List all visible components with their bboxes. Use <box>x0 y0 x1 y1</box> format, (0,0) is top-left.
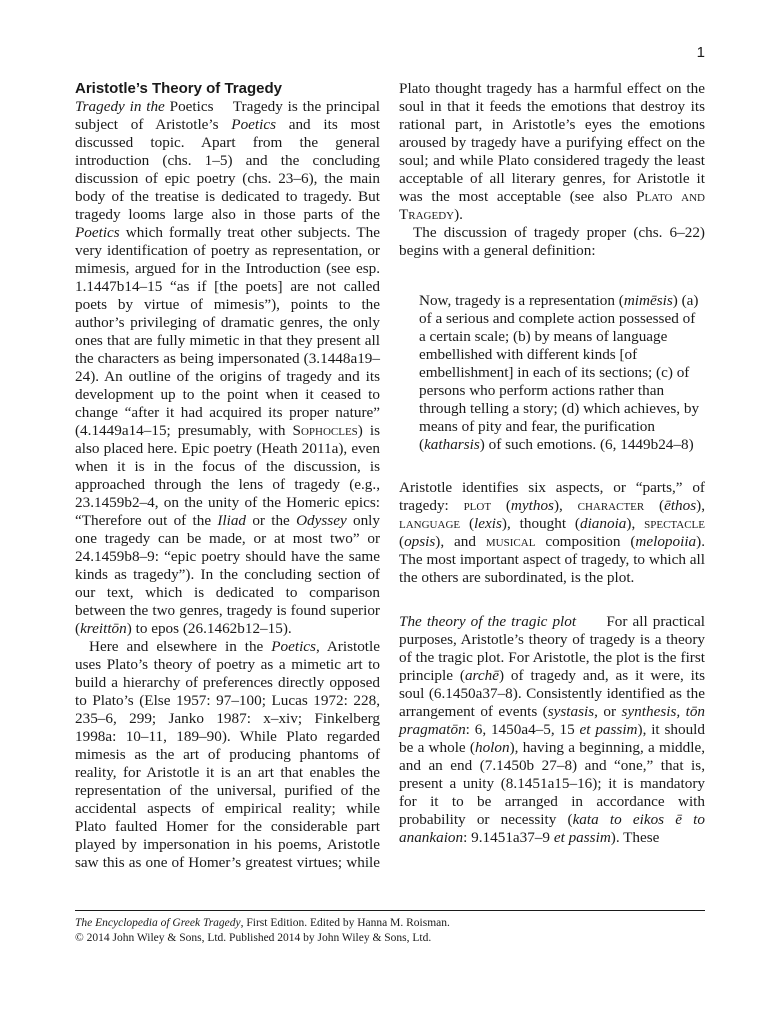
definition-quote: Now, tragedy is a representation (mimēsis) (a) of a serious and complete action possessed of a certain scale; (b) by means of language embellished with different kinds [of embellishment] in each of its sections; (c) of persons who perform actions rather than through telling a story; (d) which achieves, by means of pity and fear, the purification (katharsis) of such emotions. (6, 1449b24–8) <box>419 292 700 453</box>
left-column <box>75 80 380 872</box>
section-heading-tragic-plot: The theory of the tragic plot <box>399 613 577 630</box>
cross-reference-character[interactable]: character <box>577 497 645 514</box>
footer <box>75 916 705 946</box>
paragraph-plato-continued: Plato thought tragedy has a harmful effect on the soul in that it feeds the emotions that destroy its rational part, in Aristotle’s eyes the emotions aroused by tragedy have a purifying effect on the soul; and while Plato considered tragedy the least acceptable of all literary genres, for Aristotle it was the most acceptable (see also Plato and Tragedy). <box>399 80 705 223</box>
section-heading-tragedy-in-poetics: Tragedy in the Poetics <box>75 98 214 115</box>
paragraph-tragic-plot: The theory of the tragic plot For all practical purposes, Aristotle’s theory of tragedy is a theory of the tragic plot. For Aristotle, the plot is the first principle (archē) of tragedy and, as it were, its soul (6.1450a37–8). Consistently identified as the arrangement of events (systasis, or synthesis, tōn pragmatōn: 6, 1450a4–5, 15 et passim), it should be a whole (holon), having a beginning, a middle, and an end (7.1450b 27–8) and “one,” that is, present a unity (8.1451a15–16); it is mandatory for it to be arranged in accordance with probability or necessity (kata to eikos ē to anankaion: 9.1451a37–9 et passim). These <box>399 613 706 846</box>
page-number: 1 <box>696 44 705 61</box>
paragraph-definition-intro: The discussion of tragedy proper (chs. 6–22) begins with a general definition: <box>399 224 705 259</box>
footer-citation: The Encyclopedia of Greek Tragedy, First Edition. Edited by Hanna M. Roisman. <box>75 917 450 929</box>
cross-reference-musical[interactable]: musical <box>485 533 536 550</box>
paragraph-plato: Here and elsewhere in the Poetics, Aristotle uses Plato’s theory of poetry as a mimetic art to build a hierarchy of preferences directly opposed to Plato’s (Else 1957: 97–100; Lucas 1972: 228, 235–6, 299; Janko 1987: x–xiv; Finkelberg 1998a: 10–11, 189–90). While Plato regarded mimesis as the art of producing phantoms of reality, for Aristotle it is an art that enables the representation of the universal, purified of the accidental aspects of empirical reality; while Plato faulted Homer for the considerable part played by impersonation in his poems, Aristotle saw this as one of Homer’s greatest virtues; while <box>75 638 380 871</box>
right-column <box>399 80 705 847</box>
paragraph-six-parts: Aristotle identifies six aspects, or “parts,” of tragedy: plot (mythos), character (ēthos), language (lexis), thought (dianoia), spectacle (opsis), and musical composition (melopoiia). The most important aspect of tragedy, to which all the others are subordinated, is the plot. <box>399 479 706 586</box>
footer-copyright: © 2014 John Wiley & Sons, Ltd. Published 2014 by John Wiley & Sons, Ltd. <box>75 932 432 944</box>
footer-divider <box>75 910 705 911</box>
cross-reference-language[interactable]: language <box>399 515 461 532</box>
cross-reference-plato-and-tragedy[interactable]: Plato and Tragedy <box>399 188 705 223</box>
cross-reference-spectacle[interactable]: spectacle <box>644 515 705 532</box>
cross-reference-plot[interactable]: plot <box>463 497 492 514</box>
cross-reference-sophocles[interactable]: Sophocles <box>292 422 358 439</box>
article-title: Aristotle’s Theory of Tragedy <box>75 80 282 97</box>
paragraph-intro: Tragedy in the Poetics Tragedy is the principal subject of Aristotle’s Poetics and its most discussed topic. Apart from the general introduction (chs. 1–5) and the concluding discussion of epic poetry (chs. 23–6), the main body of the treatise is dedicated to tragedy. But tragedy looms large also in those parts of the Poetics which formally treat other subjects. The very identification of poetry as representation, or mimesis, argued for in the Introduction (see esp. 1.1447b14–15 “as if [the poets] are not called poets by virtue of mimesis”), points to the author’s privileging of dramatic genres, the only ones that are fully mimetic in that they present all the characters as being impersonated (3.1448a19–24). An outline of the origins of tragedy and its development up to the point when it ceased to change “after it had acquired its proper nature” (4.1449a14–15; presumably, with Sophocles) is also placed here. Epic poetry (Heath 2011a), even when it is in the focus of the discussion, is approached through the lens of tragedy (e.g., 23.1459b2–4, on the unity of the Homeric epics: “Therefore out of the Iliad or the Odyssey only one tragedy can be made, or at most two” or 24.1459b8–9: “epic poetry should have the same kinds as tragedy”). In the concluding section of our text, which is dedicated to comparison between the two genres, tragedy is found superior (kreittōn) to epos (26.1462b12–15). <box>75 98 381 637</box>
